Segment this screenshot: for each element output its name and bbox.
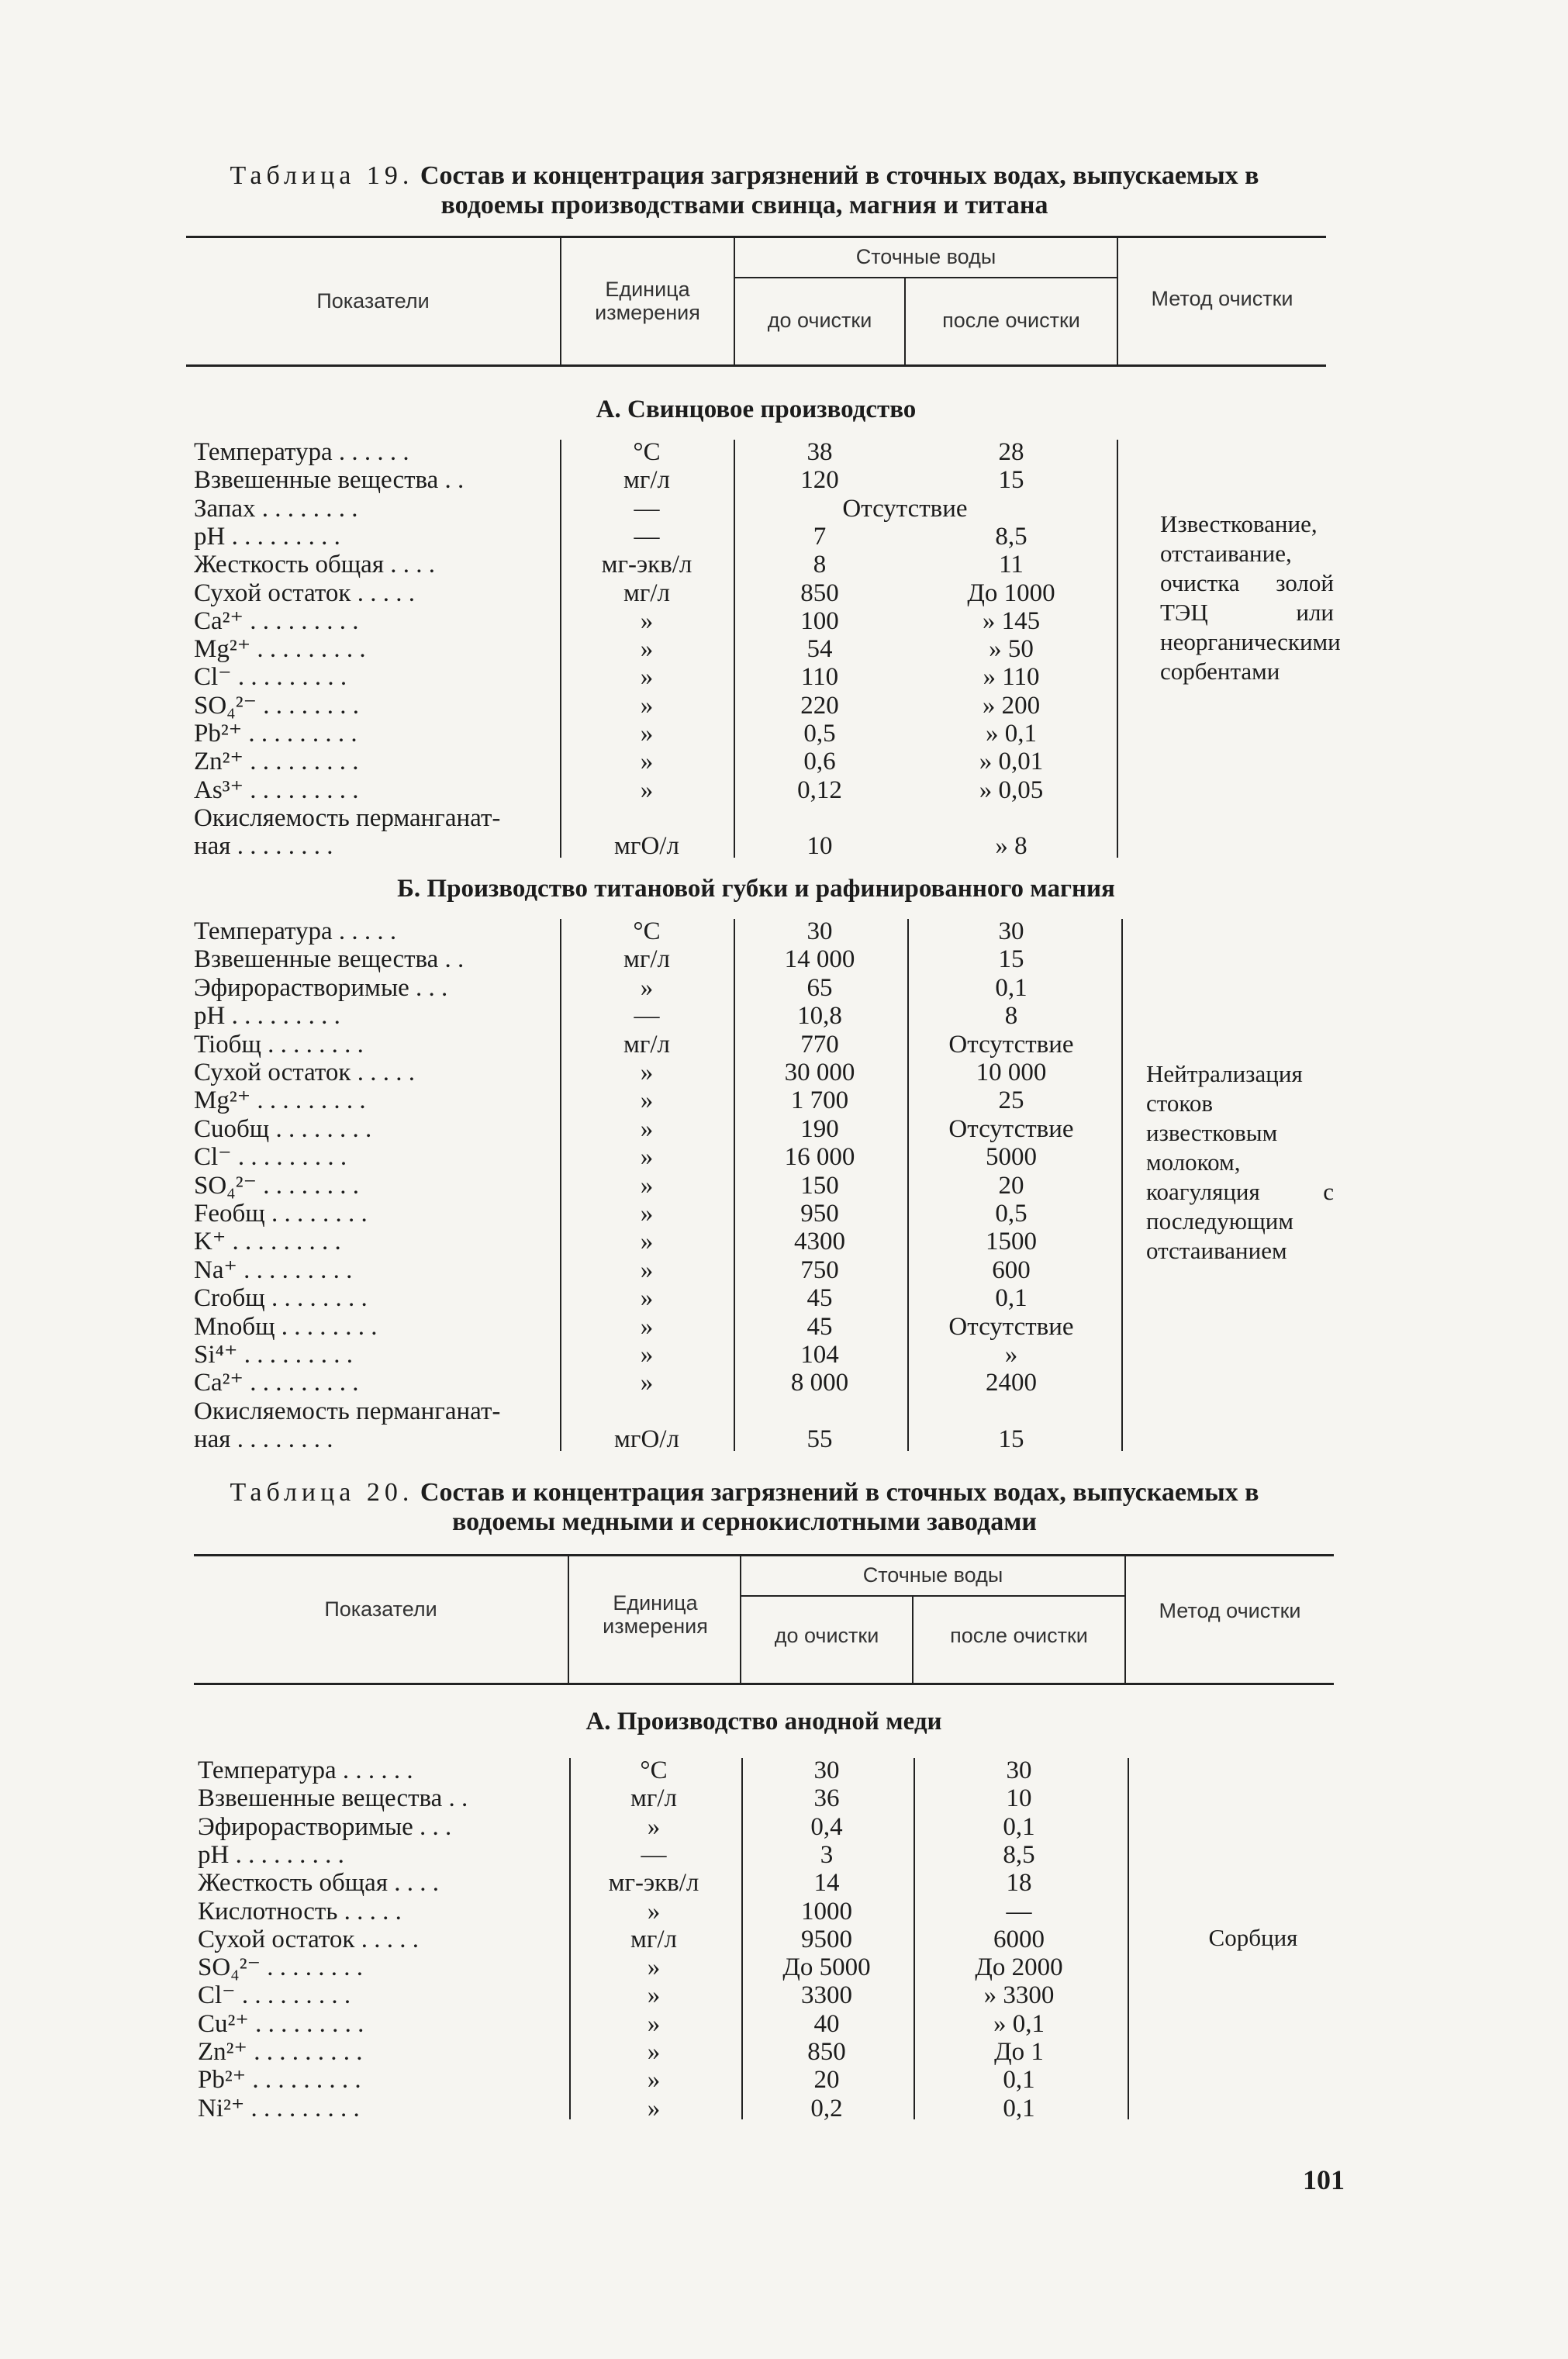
column-rule	[560, 919, 561, 1451]
indicator-cell: Са²⁺ . . . . . . . . .	[194, 606, 359, 635]
indicator-cell: Zn²⁺ . . . . . . . . .	[194, 748, 359, 776]
after-cell: Отсутствие	[948, 1030, 1074, 1059]
method-text: Сорбция	[1208, 1924, 1298, 1951]
before-cell: 850	[800, 579, 839, 607]
table-row	[0, 465, 1568, 496]
unit-cell: мг/л	[623, 579, 671, 607]
before-cell: 0,2	[810, 2094, 843, 2122]
after-cell: До 2000	[975, 1953, 1063, 1982]
after-cell: 5000	[986, 1143, 1037, 1172]
unit-cell: »	[647, 1897, 661, 1926]
t19-header-before: до очистки	[767, 309, 872, 332]
table-row	[0, 690, 1568, 721]
indicator-cell: Температура . . . . .	[194, 917, 397, 945]
indicator-cell: Окисляемость перманганат-	[194, 1397, 501, 1425]
after-cell: Отсутствие	[948, 1114, 1074, 1143]
unit-cell: »	[640, 973, 654, 1002]
after-cell: » 3300	[983, 1981, 1055, 2010]
indicator-cell: K⁺ . . . . . . . . .	[194, 1228, 341, 1256]
indicator-cell: Mg²⁺ . . . . . . . . .	[194, 1086, 366, 1115]
unit-cell: —	[634, 1002, 660, 1031]
before-cell: 20	[813, 2066, 840, 2095]
t19-header-method: Метод очистки	[1151, 287, 1293, 310]
indicator-cell: Сухой остаток . . . . .	[194, 1059, 415, 1086]
table-row	[0, 1311, 1568, 1342]
indicator-cell: Эфирорастворимые . . .	[198, 1812, 452, 1841]
indicator-cell: Pb²⁺ . . . . . . . . .	[194, 720, 357, 748]
before-cell: 30	[813, 1756, 840, 1784]
table-row	[0, 1424, 1568, 1455]
table19-caption-text: Состав и концентрация загрязнений в сточных водах, выпускаемых в водоемы производствами свинца, магния и титана	[420, 161, 1259, 219]
table-row	[0, 775, 1568, 806]
after-cell: 6000	[993, 1925, 1045, 1953]
before-cell: 750	[800, 1255, 839, 1284]
after-cell: »	[1004, 1341, 1018, 1369]
unit-cell: мг/л	[630, 1784, 678, 1813]
indicator-cell: Запах . . . . . . . .	[194, 494, 358, 523]
method-text: Нейтрализация стоков известковым молоком, коагуляция с последующим отстаиванием	[1146, 1060, 1334, 1264]
before-cell: 14 000	[784, 945, 855, 974]
before-cell: 10,8	[797, 1002, 842, 1031]
before-cell: 30	[806, 917, 833, 945]
table-row	[0, 1396, 1568, 1427]
indicator-cell: pH . . . . . . . . .	[194, 522, 340, 551]
after-cell: 8,5	[1003, 1840, 1035, 1869]
indicator-cell: Ni²⁺ . . . . . . . . .	[198, 2094, 360, 2122]
after-cell: 2400	[986, 1369, 1037, 1397]
unit-cell: »	[640, 606, 654, 635]
after-cell: 0,1	[1003, 2094, 1035, 2122]
before-cell: 8	[813, 551, 827, 579]
before-cell: 0,6	[803, 748, 836, 776]
before-cell: 220	[800, 691, 839, 720]
indicator-cell: Температура . . . . . .	[198, 1756, 413, 1784]
after-cell: » 0,1	[986, 720, 1037, 748]
before-cell: 38	[806, 438, 833, 466]
indicator-cell: Crобщ . . . . . . . .	[194, 1284, 368, 1313]
table-row	[0, 1283, 1568, 1314]
before-cell: 1 700	[790, 1086, 849, 1115]
before-cell: 8 000	[790, 1369, 849, 1397]
indicator-cell: pH . . . . . . . . .	[198, 1840, 344, 1869]
section-title: Б. Производство титановой губки и рафинированного магния	[397, 875, 1115, 903]
table-row	[0, 2036, 1568, 2067]
indicator-cell: ная . . . . . . . .	[194, 832, 333, 861]
unit-cell: мг-экв/л	[601, 551, 692, 579]
before-cell: 55	[806, 1425, 833, 1454]
after-cell: » 110	[983, 663, 1040, 692]
before-cell: 950	[800, 1200, 839, 1228]
table-row	[0, 1980, 1568, 2011]
indicator-cell: SO₄²⁻ . . . . . . . .	[194, 691, 360, 720]
table20-top-rule	[194, 1554, 1334, 1556]
unit-cell: »	[640, 1059, 654, 1086]
table-row	[0, 718, 1568, 749]
after-cell: » 8	[995, 832, 1027, 861]
unit-cell: »	[647, 1981, 661, 2010]
unit-cell: »	[640, 1369, 654, 1397]
indicator-cell: Взвешенные вещества . .	[194, 945, 465, 974]
after-cell: 0,1	[995, 973, 1027, 1002]
indicator-cell: Эфирорастворимые . . .	[194, 973, 448, 1002]
indicator-cell: Zn²⁺ . . . . . . . . .	[198, 2038, 363, 2066]
indicator-cell: Жесткость общая . . . .	[194, 551, 436, 579]
after-cell: 15	[998, 945, 1024, 974]
unit-cell: »	[640, 775, 654, 804]
unit-cell: мг/л	[623, 1030, 671, 1059]
table-row	[0, 944, 1568, 975]
indicator-cell: Температура . . . . . .	[194, 438, 409, 466]
after-cell: 600	[992, 1255, 1031, 1284]
indicator-cell: Feобщ . . . . . . . .	[194, 1200, 368, 1228]
after-cell: » 50	[989, 635, 1034, 664]
table-row	[0, 1867, 1568, 1898]
after-cell: » 0,01	[979, 748, 1044, 776]
before-cell: 45	[806, 1284, 833, 1313]
after-cell: 30	[1006, 1756, 1032, 1784]
table-row	[0, 1000, 1568, 1031]
column-rule	[914, 1758, 915, 2119]
table-row	[0, 1755, 1568, 1786]
indicator-cell: SO₄²⁻ . . . . . . . .	[194, 1171, 360, 1200]
table-row	[0, 972, 1568, 1003]
before-cell: 104	[800, 1341, 839, 1369]
after-cell: 10 000	[976, 1059, 1047, 1086]
section-title: А. Свинцовое производство	[596, 395, 917, 423]
after-cell: Отсутствие	[948, 1312, 1074, 1341]
before-cell: 4300	[794, 1228, 845, 1256]
after-cell: 28	[998, 438, 1024, 466]
indicator-cell: Tiобщ . . . . . . . .	[194, 1030, 364, 1059]
t19-header-indicators: Показатели	[316, 289, 430, 313]
table-row	[0, 1367, 1568, 1398]
after-cell: 25	[998, 1086, 1024, 1115]
column-rule	[734, 440, 735, 858]
unit-cell: »	[640, 1086, 654, 1115]
unit-cell: мг-экв/л	[608, 1869, 699, 1898]
table-row	[0, 1783, 1568, 1814]
page-number: 101	[1303, 2164, 1345, 2195]
indicator-cell: SO₄²⁻ . . . . . . . .	[198, 1953, 364, 1982]
before-cell: 30 000	[784, 1059, 855, 1086]
column-rule	[741, 1758, 743, 2119]
indicator-cell: Cl⁻ . . . . . . . . .	[198, 1981, 351, 2010]
t20-header-wastewater: Сточные воды	[862, 1563, 1003, 1587]
before-cell: 0,4	[810, 1812, 843, 1841]
indicator-cell: Cl⁻ . . . . . . . . .	[194, 1143, 347, 1172]
unit-cell: »	[640, 748, 654, 776]
unit-cell: мг/л	[623, 466, 671, 495]
after-cell: 10	[1006, 1784, 1032, 1813]
table20-caption	[186, 1478, 1303, 1537]
unit-cell: »	[647, 1812, 661, 1841]
column-rule	[1121, 919, 1123, 1451]
indicator-cell: Сухой остаток . . . . .	[194, 579, 415, 607]
after-cell: 11	[999, 551, 1024, 579]
table19-top-rule	[186, 236, 1326, 238]
indicator-cell: Mg²⁺ . . . . . . . . .	[194, 635, 366, 664]
unit-cell: °С	[633, 917, 661, 945]
before-cell: 16 000	[784, 1143, 855, 1172]
before-cell: 770	[800, 1030, 839, 1059]
before-cell: 1000	[801, 1897, 852, 1926]
indicator-cell: pH . . . . . . . . .	[194, 1002, 340, 1031]
before-cell: 40	[813, 2009, 840, 2038]
unit-cell: °С	[640, 1756, 668, 1784]
unit-cell: »	[640, 1171, 654, 1200]
before-cell: 100	[800, 606, 839, 635]
table-row	[0, 2093, 1568, 2124]
t20-header-method: Метод очистки	[1159, 1599, 1301, 1622]
unit-cell: »	[640, 691, 654, 720]
before-cell: 7	[813, 522, 827, 551]
before-cell: 9500	[801, 1925, 852, 1953]
unit-cell: »	[647, 2038, 661, 2066]
before-cell: 190	[800, 1114, 839, 1143]
unit-cell: мг/л	[630, 1925, 678, 1953]
before-cell: 45	[806, 1312, 833, 1341]
unit-cell: »	[647, 2009, 661, 2038]
unit-cell: »	[640, 1255, 654, 1284]
before-cell: 14	[813, 1869, 840, 1898]
t20-header-indicators: Показатели	[324, 1597, 437, 1621]
indicator-cell: Кислотность . . . . .	[198, 1897, 402, 1926]
unit-cell: мг/л	[623, 945, 671, 974]
unit-cell: —	[634, 522, 660, 551]
after-cell: » 0,05	[979, 775, 1044, 804]
before-cell: 0,12	[797, 775, 842, 804]
unit-cell: »	[640, 1200, 654, 1228]
column-rule	[1117, 440, 1118, 858]
table-row	[0, 1839, 1568, 1870]
t20-header-before: до очистки	[774, 1624, 879, 1647]
table20-caption-text: Состав и концентрация загрязнений в сточных водах, выпускаемых в водоемы медными и сернокислотными заводами	[420, 1478, 1259, 1536]
unit-cell: »	[640, 1228, 654, 1256]
table19-caption	[186, 161, 1303, 220]
unit-cell: —	[634, 494, 660, 523]
table-row	[0, 1812, 1568, 1843]
table-row	[0, 916, 1568, 947]
column-rule	[907, 919, 909, 1451]
before-cell: 10	[806, 832, 833, 861]
after-cell: 20	[998, 1171, 1024, 1200]
unit-cell: °С	[633, 438, 661, 466]
before-cell: 150	[800, 1171, 839, 1200]
indicator-cell: As³⁺ . . . . . . . . .	[194, 775, 359, 804]
table-row	[0, 1029, 1568, 1060]
indicator-cell: Жесткость общая . . . .	[198, 1869, 440, 1898]
t19-header-unit: Единица измерения	[595, 278, 700, 324]
indicator-cell: Si⁴⁺ . . . . . . . . .	[194, 1341, 353, 1369]
before-cell: 3	[820, 1840, 834, 1869]
section-title: А. Производство анодной меди	[585, 1708, 942, 1736]
unit-cell: »	[647, 1953, 661, 1982]
column-rule	[560, 440, 561, 858]
before-cell: Отсутствие	[842, 494, 968, 523]
after-cell: 0,1	[1003, 2066, 1035, 2095]
indicator-cell: Взвешенные вещества . .	[198, 1784, 468, 1813]
unit-cell: »	[647, 2094, 661, 2122]
table19-caption-lead: Таблица 19.	[230, 161, 414, 190]
after-cell: 0,1	[1003, 1812, 1035, 1841]
before-cell: 120	[800, 466, 839, 495]
unit-cell: »	[640, 1114, 654, 1143]
indicator-cell: Сухой остаток . . . . .	[198, 1925, 419, 1953]
table-row	[0, 1896, 1568, 1927]
after-cell: 8,5	[995, 522, 1027, 551]
indicator-cell: Mnобщ . . . . . . . .	[194, 1312, 378, 1341]
table20-caption-lead: Таблица 20.	[230, 1478, 414, 1507]
after-cell: » 0,1	[993, 2009, 1045, 2038]
indicator-cell: Cl⁻ . . . . . . . . .	[194, 663, 347, 692]
after-cell: —	[1006, 1897, 1032, 1926]
indicator-cell: Na⁺ . . . . . . . . .	[194, 1255, 353, 1284]
unit-cell: »	[640, 1341, 654, 1369]
after-cell: 30	[998, 917, 1024, 945]
column-rule	[734, 919, 735, 1451]
before-cell: 110	[800, 663, 839, 692]
table-row	[0, 2008, 1568, 2040]
indicator-cell: ная . . . . . . . .	[194, 1425, 333, 1454]
after-cell: 1500	[986, 1228, 1037, 1256]
table-row	[0, 746, 1568, 777]
unit-cell: мгО/л	[614, 832, 679, 861]
before-cell: 54	[806, 635, 833, 664]
indicator-cell: Взвешенные вещества . .	[194, 466, 465, 495]
after-cell: » 200	[982, 691, 1041, 720]
unit-cell: мгО/л	[614, 1425, 679, 1454]
t20-header-after: после очистки	[950, 1624, 1088, 1647]
table-row	[0, 2064, 1568, 2095]
before-cell: До 5000	[782, 1953, 871, 1982]
unit-cell: »	[640, 663, 654, 692]
after-cell: 8	[1004, 1002, 1018, 1031]
unit-cell: —	[641, 1840, 667, 1869]
before-cell: 65	[806, 973, 833, 1002]
before-cell: 3300	[801, 1981, 852, 2010]
after-cell: До 1	[994, 2038, 1044, 2066]
after-cell: До 1000	[967, 579, 1055, 607]
after-cell: 0,5	[995, 1200, 1027, 1228]
before-cell: 0,5	[803, 720, 836, 748]
unit-cell: »	[640, 1312, 654, 1341]
column-rule	[569, 1758, 571, 2119]
after-cell: 18	[1006, 1869, 1032, 1898]
t20-header-unit: Единица измерения	[603, 1591, 708, 1638]
t19-header-after: после очистки	[942, 309, 1080, 332]
table19-header-rule	[186, 364, 1326, 367]
table-row	[0, 803, 1568, 834]
unit-cell: »	[640, 1143, 654, 1172]
after-cell: 15	[998, 1425, 1024, 1454]
unit-cell: »	[640, 1284, 654, 1313]
table-row	[0, 437, 1568, 468]
table-row	[0, 1339, 1568, 1370]
before-cell: 36	[813, 1784, 840, 1813]
indicator-cell: Pb²⁺ . . . . . . . . .	[198, 2066, 361, 2095]
t19-header-wastewater: Сточные воды	[855, 245, 996, 268]
indicator-cell: Cuобщ . . . . . . . .	[194, 1114, 372, 1143]
unit-cell: »	[640, 635, 654, 664]
indicator-cell: Са²⁺ . . . . . . . . .	[194, 1369, 359, 1397]
table20-header-rule	[194, 1683, 1334, 1685]
indicator-cell: Окисляемость перманганат-	[194, 803, 501, 832]
column-rule	[1128, 1758, 1129, 2119]
table-row	[0, 1952, 1568, 1983]
unit-cell: »	[647, 2066, 661, 2095]
after-cell: 15	[998, 466, 1024, 495]
unit-cell: »	[640, 720, 654, 748]
method-text: Известкование, отстаивание, очистка золой ТЭЦ или неорганическими сорбентами	[1160, 510, 1341, 685]
table-row	[0, 831, 1568, 862]
indicator-cell: Cu²⁺ . . . . . . . . .	[198, 2009, 364, 2038]
after-cell: » 145	[982, 606, 1041, 635]
before-cell: 850	[807, 2038, 846, 2066]
after-cell: 0,1	[995, 1284, 1027, 1313]
